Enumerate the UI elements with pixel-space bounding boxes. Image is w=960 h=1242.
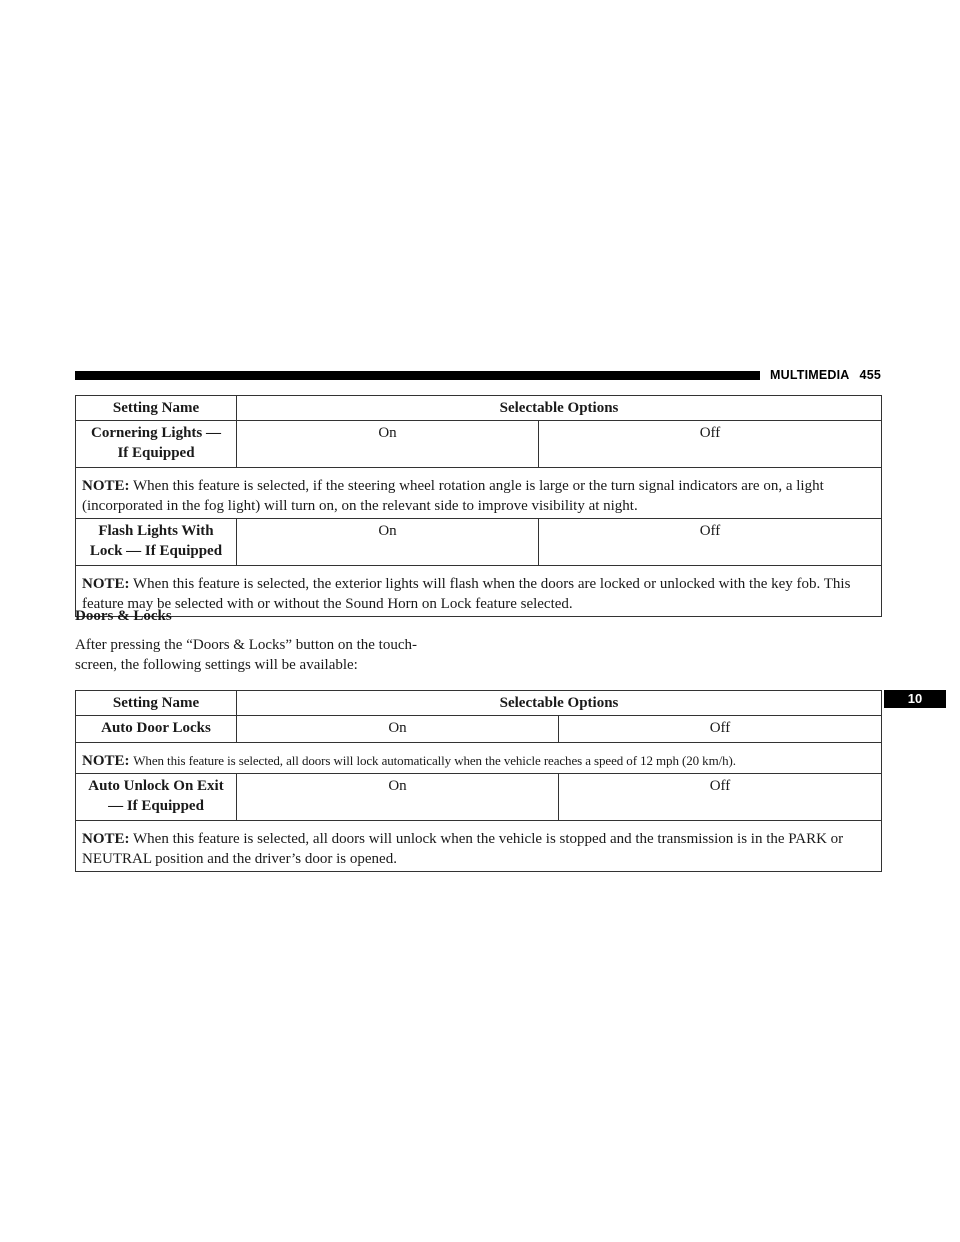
table-header-row xyxy=(76,691,882,716)
setting-name-flash-lights xyxy=(76,519,237,566)
setting-name-line: Cornering Lights — xyxy=(90,425,221,441)
running-header xyxy=(770,368,881,382)
option-off: Off xyxy=(559,774,882,821)
column-header-selectable-options: Selectable Options xyxy=(237,396,882,421)
setting-name-auto-door-locks: Auto Door Locks xyxy=(76,716,237,743)
option-off: Off xyxy=(539,421,882,468)
header-rule xyxy=(75,371,760,380)
table-row xyxy=(76,774,882,821)
note-cornering-lights xyxy=(76,468,882,519)
setting-name-line: Flash Lights With xyxy=(98,523,214,539)
option-on: On xyxy=(237,421,539,468)
intro-line: screen, the following settings will be available: xyxy=(75,657,358,673)
section-name: MULTIMEDIA xyxy=(770,368,850,382)
intro-line: After pressing the “Doors & Locks” button on the touch- xyxy=(75,637,418,653)
note-label: NOTE: xyxy=(82,831,130,847)
option-off: Off xyxy=(559,716,882,743)
option-off: Off xyxy=(539,519,882,566)
setting-name-line: If Equipped xyxy=(117,445,195,461)
note-label: NOTE: xyxy=(82,478,130,494)
option-on: On xyxy=(237,519,539,566)
note-label: NOTE: xyxy=(82,753,130,769)
table-row xyxy=(76,421,882,468)
footer-watermark[interactable]: carmanualsonline.info xyxy=(794,1218,950,1235)
table-row xyxy=(76,519,882,566)
note-row xyxy=(76,743,882,774)
section-title: Doors & Locks xyxy=(75,608,172,624)
lights-settings-table xyxy=(75,395,882,617)
setting-name-cornering-lights xyxy=(76,421,237,468)
setting-name-auto-unlock xyxy=(76,774,237,821)
column-header-setting-name: Setting Name xyxy=(76,691,237,716)
setting-name-line: Auto Unlock On Exit xyxy=(88,778,224,794)
note-text: When this feature is selected, all doors will lock automatically when the vehicle reaches a speed of 12 mph (20 km/h). xyxy=(133,753,736,768)
option-on: On xyxy=(237,716,559,743)
column-header-selectable-options: Selectable Options xyxy=(237,691,882,716)
doors-locks-settings-table xyxy=(75,690,882,872)
note-text: When this feature is selected, the exterior lights will flash when the doors are locked or unlocked with the key fob. This feature may be selected with or without the Sound Horn on Lock feature selected. xyxy=(82,576,851,612)
section-intro xyxy=(75,635,475,675)
note-auto-door-locks xyxy=(76,743,882,774)
page-number: 455 xyxy=(859,368,882,382)
table-row xyxy=(76,716,882,743)
setting-name-line: — If Equipped xyxy=(108,798,204,814)
note-row xyxy=(76,566,882,617)
note-text: When this feature is selected, if the steering wheel rotation angle is large or the turn signal indicators are on, a light (incorporated in the fog light) will turn on, on the relevant side to improve visibility at night. xyxy=(82,478,824,514)
chapter-tab: 10 xyxy=(884,690,946,708)
note-row xyxy=(76,821,882,872)
note-flash-lights xyxy=(76,566,882,617)
table-header-row xyxy=(76,396,882,421)
note-text: When this feature is selected, all doors will unlock when the vehicle is stopped and the transmission is in the PARK or NEUTRAL position and the driver’s door is opened. xyxy=(82,831,844,867)
note-label: NOTE: xyxy=(82,576,130,592)
note-row xyxy=(76,468,882,519)
option-on: On xyxy=(237,774,559,821)
setting-name-line: Lock — If Equipped xyxy=(89,543,223,559)
column-header-setting-name: Setting Name xyxy=(76,396,237,421)
note-auto-unlock xyxy=(76,821,882,872)
